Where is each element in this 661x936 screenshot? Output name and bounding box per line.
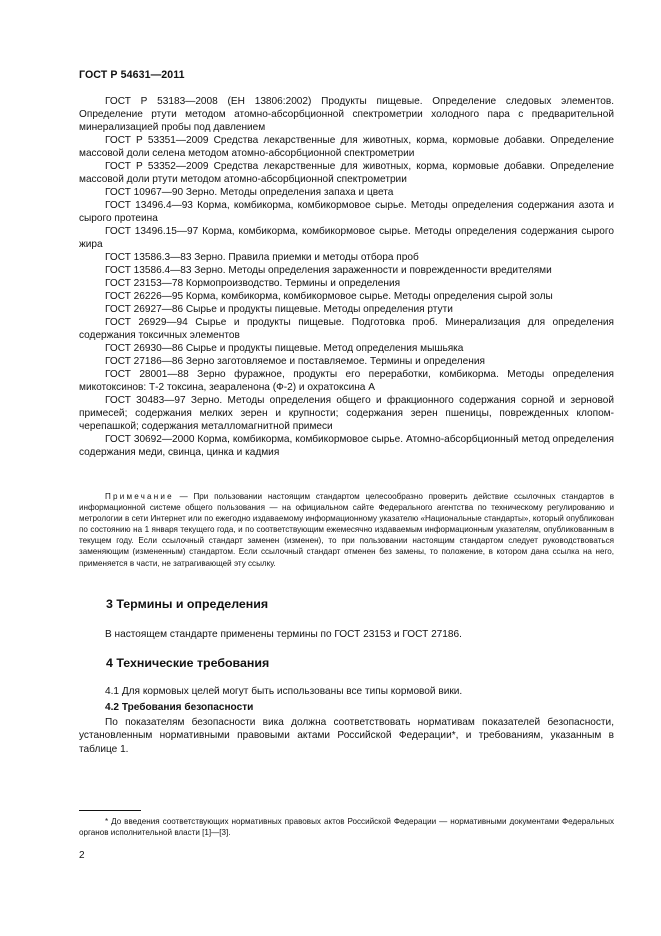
reference-item: ГОСТ 13496.15—97 Корма, комбикорма, комбикормовое сырье. Методы определения содержания сырого жира xyxy=(79,226,614,250)
normative-references-list xyxy=(79,95,614,459)
footnote-separator xyxy=(79,810,141,811)
note-text: — При пользовании настоящим стандартом целесообразно проверить действие ссылочных стандартов в информационной системе общего пользования — на официальном сайте Федерального агентства по техническому регулированию и метрологии в сети Интернет или по ежегодно издаваемому информационному указателю «Национальные стандарты», который опубликован по состоянию на 1 января текущего года, и по соответствующим ежемесячно издаваемым информационным указателям, опубликованным в текущем году. Если ссылочный стандарт заменен (изменен), то при пользовании настоящим стандартом следует руководствоваться заменяющим (измененным) стандартом. Если ссылочный стандарт отменен без замены, то положение, в котором дана ссылка на него, применяется в части, не затрагивающей эту ссылку. xyxy=(79,492,614,568)
section-3-heading: 3 Термины и определения xyxy=(106,597,269,611)
reference-item: ГОСТ 30483—97 Зерно. Методы определения общего и фракционного содержания сорной и зерновой примесей; содержания мелких зерен и крупности; содержания зерен пшеницы, поврежденных клопом-черепашкой; содержания металломагнитной примеси xyxy=(79,395,614,432)
section-3-text: В настоящем стандарте применены термины по ГОСТ 23153 и ГОСТ 27186. xyxy=(105,629,462,640)
reference-item: ГОСТ 28001—88 Зерно фуражное, продукты его переработки, комбикорма. Методы определения микотоксинов: Т-2 токсина, зеараленона (Ф-2) и охратоксина А xyxy=(79,369,614,393)
reference-item: ГОСТ Р 53351—2009 Средства лекарственные для животных, корма, кормовые добавки. Определение массовой доли селена методом атомно-абсорбционной спектрометрии xyxy=(79,135,614,159)
note-paragraph xyxy=(79,491,614,569)
reference-item: ГОСТ 26927—86 Сырье и продукты пищевые. Методы определения ртути xyxy=(105,304,453,315)
reference-item: ГОСТ Р 53352—2009 Средства лекарственные для животных, корма, кормовые добавки. Определение массовой доли ртути методом атомно-абсорбционной спектрометрии xyxy=(79,161,614,185)
reference-item: ГОСТ 10967—90 Зерно. Методы определения запаха и цвета xyxy=(105,187,394,198)
reference-item: ГОСТ 23153—78 Кормопроизводство. Термины и определения xyxy=(105,278,401,289)
reference-item: ГОСТ Р 53183—2008 (ЕН 13806:2002) Продукты пищевые. Определение следовых элементов. Определение ртути методом атомно-абсорбционной спектрометрии холодного пара с предварительной минерализацией пробы под давлением xyxy=(79,96,614,133)
reference-item: ГОСТ 26226—95 Корма, комбикорма, комбикормовое сырье. Методы определения сырой золы xyxy=(105,291,553,302)
reference-item: ГОСТ 26930—86 Сырье и продукты пищевые. Метод определения мышьяка xyxy=(105,343,464,354)
clause-4-1: 4.1 Для кормовых целей могут быть использованы все типы кормовой вики. xyxy=(105,686,463,697)
reference-item: ГОСТ 13586.3—83 Зерно. Правила приемки и методы отбора проб xyxy=(105,252,419,263)
note-label: Примечание xyxy=(105,492,174,501)
reference-item: ГОСТ 13586.4—83 Зерно. Методы определения зараженности и поврежденности вредителями xyxy=(105,265,552,276)
page-number: 2 xyxy=(79,850,85,861)
footnote: * До введения соответствующих нормативных правовых актов Российской Федерации — нормативными документами Федеральных органов исполнительной власти [1]—[3]. xyxy=(79,817,614,838)
reference-item: ГОСТ 13496.4—93 Корма, комбикорма, комбикормовое сырье. Методы определения содержания азота и сырого протеина xyxy=(79,200,614,224)
reference-item: ГОСТ 27186—86 Зерно заготовляемое и поставляемое. Термины и определения xyxy=(105,356,485,367)
section-4-heading: 4 Технические требования xyxy=(106,656,270,670)
reference-item: ГОСТ 26929—94 Сырье и продукты пищевые. Подготовка проб. Минерализация для определения содержания токсичных элементов xyxy=(79,317,614,341)
reference-item: ГОСТ 30692—2000 Корма, комбикорма, комбикормовое сырье. Атомно-абсорбционный метод определения содержания меди, свинца, цинка и кадмия xyxy=(79,434,614,458)
clause-4-2-text: По показателям безопасности вика должна соответствовать нормативам показателей безопасности, установленным нормативными правовыми актами Российской Федерации*, и требованиям, указанным в таблице 1. xyxy=(79,717,614,755)
document-header: ГОСТ Р 54631—2011 xyxy=(79,69,185,81)
clause-4-2-heading: 4.2 Требования безопасности xyxy=(105,702,254,713)
